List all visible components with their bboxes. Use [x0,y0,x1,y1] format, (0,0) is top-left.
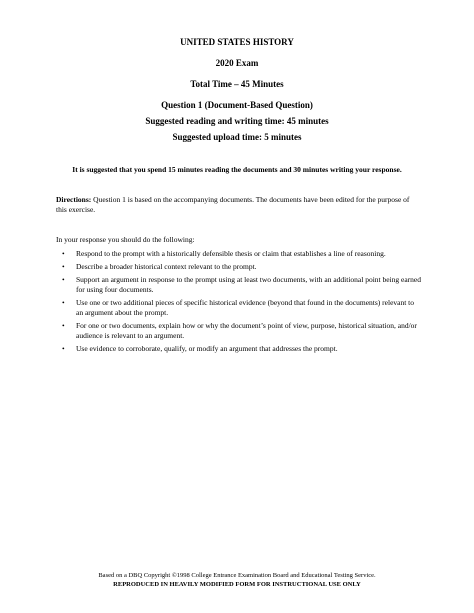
copyright-line: Based on a DBQ Copyright ©1998 College Entrance Examination Board and Educational Testing Service. [98,572,376,579]
list-item [56,249,421,259]
list-item [56,275,421,295]
time-suggestion: It is suggested that you spend 15 minutes reading the documents and 30 minutes writing your response. [72,165,402,174]
list-item-text: Respond to the prompt with a historically defensible thesis or claim that establishes a line of reasoning. [76,249,386,258]
footer [0,571,474,589]
bullet-icon: • [62,344,65,353]
list-item-text: Use one or two additional pieces of specific historical evidence (beyond that found in the documents) relevant to an argument about the prompt. [76,298,415,317]
directions-label: Directions: [56,195,92,204]
list-item-text: Support an argument in response to the prompt using at least two documents, with an additional point being earned for using four documents. [76,275,422,294]
list-item [56,298,421,318]
directions-text: Question 1 is based on the accompanying documents. The documents have been edited for the purpose of this exercise. [56,195,410,214]
list-item [56,321,421,341]
document-title: UNITED STATES HISTORY [180,37,294,47]
upload-time: Suggested upload time: 5 minutes [172,132,302,142]
response-intro: In your response you should do the following: [56,235,195,244]
bullet-icon: • [62,321,65,330]
bullet-icon: • [62,275,65,284]
list-item-text: Use evidence to corroborate, qualify, or modify an argument that addresses the prompt. [76,344,338,353]
requirements-list [56,249,421,357]
list-item-text: For one or two documents, explain how or why the document’s point of view, purpose, historical situation, and/or audience is relevant to an argument. [76,321,417,340]
list-item-text: Describe a broader historical context relevant to the prompt. [76,262,257,271]
exam-year: 2020 Exam [215,58,259,68]
reproduction-notice: REPRODUCED IN HEAVILY MODIFIED FORM FOR INSTRUCTIONAL USE ONLY [113,581,361,588]
bullet-icon: • [62,262,65,271]
list-item [56,262,421,272]
reading-time: Suggested reading and writing time: 45 minutes [145,116,329,126]
bullet-icon: • [62,249,65,258]
total-time: Total Time – 45 Minutes [190,79,284,89]
question-heading: Question 1 (Document-Based Question) [161,100,313,110]
directions-paragraph [56,195,421,215]
bullet-icon: • [62,298,65,307]
list-item [56,344,421,354]
